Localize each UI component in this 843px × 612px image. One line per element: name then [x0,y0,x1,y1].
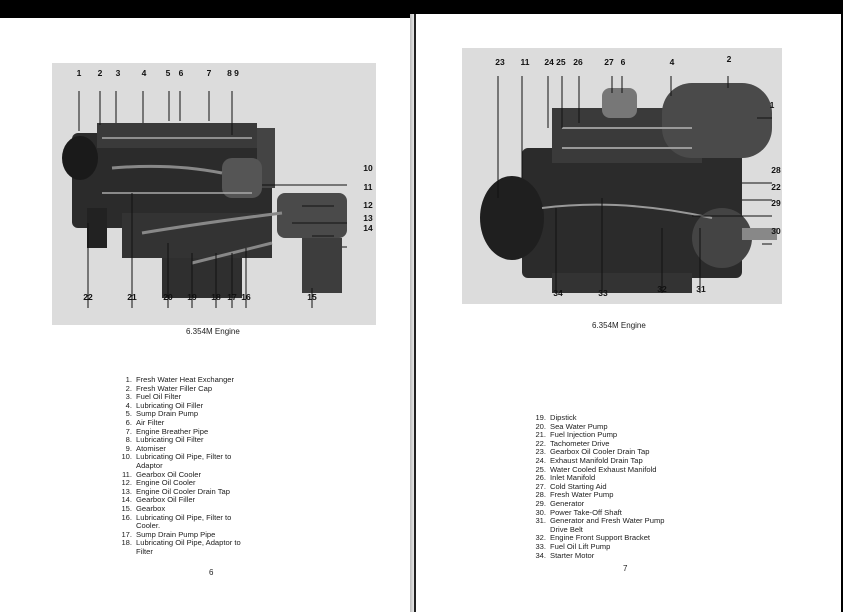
legend-item-label: Lubricating Oil Pipe, Filter to [136,452,232,462]
legend-item-label: Sump Drain Pump Pipe [136,529,216,539]
legend-item-number: 2. [125,383,132,393]
legend-item-label: Engine Breather Pipe [136,426,209,436]
callout-16: 16 [241,292,251,302]
page-number: 6 [209,568,214,577]
legend-item-number: 22. [535,438,546,448]
legend-item-label: Gearbox Oil Cooler Drain Tap [550,447,650,457]
parts-legend [116,376,241,556]
callout-6: 6 [620,57,626,67]
figure-caption: 6.354M Engine [186,327,240,336]
legend-item-number: 16. [121,512,132,522]
legend-item-label: Sea Water Pump [550,421,608,431]
callout-20: 20 [163,292,173,302]
callout-1: 1 [76,68,82,78]
left-page [0,18,418,612]
legend-item-number: 21. [535,430,546,440]
legend-item-label: Lubricating Oil Filter [136,435,204,445]
legend-item-label: Tachometer Drive [550,438,610,448]
callout-32: 32 [657,284,667,294]
legend-item-label: Adaptor [136,460,163,470]
callout-1: 1 [769,100,775,110]
callout-30: 30 [771,226,781,236]
callout-23: 23 [495,57,505,67]
legend-item-label: Lubricating Oil Pipe, Adaptor to [136,538,241,548]
callout-28: 28 [771,165,781,175]
callout-27: 27 [604,57,614,67]
callout-14: 14 [363,223,373,233]
legend-item-number: 17. [121,529,132,539]
callout-15: 15 [307,292,317,302]
legend-item-number: 31. [535,516,546,526]
callout-2: 2 [726,54,732,64]
callout-8-9: 8 9 [227,68,239,78]
legend-item-label: Filter [136,546,153,556]
legend-item-number: 7. [125,426,132,436]
callout-3: 3 [115,68,121,78]
figure-caption: 6.354M Engine [592,321,646,330]
legend-item-label: Inlet Manifold [550,473,596,483]
callout-4: 4 [141,68,147,78]
callout-12: 12 [363,200,373,210]
legend-item-number: 29. [535,498,546,508]
legend-item [116,539,241,548]
legend-item-label: Engine Oil Cooler Drain Tap [136,486,230,496]
page-number: 7 [623,564,628,573]
legend-item-label: Fresh Water Filler Cap [136,383,213,393]
engine-photo-front-view [462,48,782,304]
callout-24-25: 24 25 [544,57,566,67]
legend-item-label: Starter Motor [550,550,595,560]
legend-item-number: 4. [125,400,132,410]
legend-item-label: Lubricating Oil Pipe, Filter to [136,512,232,522]
callout-31: 31 [696,284,706,294]
legend-item-number: 5. [125,409,132,419]
right-page [414,14,841,612]
legend-item-label: Fresh Water Heat Exchanger [136,375,235,384]
legend-item-label: Dipstick [550,413,577,422]
legend-item-label: Cooler. [136,521,161,531]
legend-item-label: Air Filter [136,417,165,427]
legend-item-number: 23. [535,447,546,457]
callout-5: 5 [165,68,171,78]
callout-7: 7 [206,68,212,78]
engine-photo-side-view [52,63,376,325]
callout-26: 26 [573,57,583,67]
legend-item [116,496,241,505]
legend-item-number: 13. [121,486,132,496]
legend-item-label: Fuel Oil Filter [136,392,182,402]
legend-item [530,552,665,561]
legend-item-label: Gearbox Oil Cooler [136,469,201,479]
legend-item-number: 28. [535,490,546,500]
callout-19: 19 [187,292,197,302]
legend-item-label: Generator and Fresh Water Pump [550,516,665,526]
legend-item-number: 3. [125,392,132,402]
callout-22: 22 [771,182,781,192]
legend-item-label: Gearbox Oil Filler [136,495,196,505]
legend-item-number: 20. [535,421,546,431]
legend-item-label: Cold Starting Aid [550,481,607,491]
legend-item-label: Drive Belt [550,524,583,534]
legend-item-label: Water Cooled Exhaust Manifold [550,464,657,474]
callout-6: 6 [178,68,184,78]
engine-illustration [462,48,782,304]
callout-29: 29 [771,198,781,208]
legend-item-label: Lubricating Oil Filler [136,400,204,410]
legend-item [116,436,241,445]
callout-33: 33 [598,288,608,298]
legend-item-label: Fuel Injection Pump [550,430,618,440]
legend-item-number: 30. [535,507,546,517]
callout-34: 34 [553,288,563,298]
callout-2: 2 [97,68,103,78]
legend-item-number: 26. [535,473,546,483]
legend-item-label: Atomiser [136,443,166,453]
legend-item-number: 8. [125,435,132,445]
legend-item-number: 33. [535,541,546,551]
legend-item-number: 9. [125,443,132,453]
legend-item-number: 1. [125,375,132,384]
legend-item-number: 6. [125,417,132,427]
parts-legend [530,414,665,560]
legend-item-number: 32. [535,533,546,543]
engine-illustration [52,63,376,325]
legend-item-label: Gearbox [136,503,166,513]
legend-item [116,548,241,557]
legend-item-label: Fresh Water Pump [550,490,614,500]
legend-item-label: Exhaust Manifold Drain Tap [550,455,643,465]
callout-18: 18 [211,292,221,302]
legend-item-number: 10. [121,452,132,462]
legend-item-label: Sump Drain Pump [136,409,199,419]
callout-11: 11 [363,182,373,192]
callout-17: 17 [227,292,237,302]
legend-item-label: Power Take-Off Shaft [550,507,622,517]
legend-item-label: Engine Front Support Bracket [550,533,651,543]
callout-13: 13 [363,213,373,223]
legend-item-number: 15. [121,503,132,513]
legend-item-number: 11. [122,469,132,479]
callout-22: 22 [83,292,93,302]
legend-item-label: Generator [550,498,585,508]
legend-item [116,453,241,462]
legend-item-number: 18. [121,538,132,548]
legend-item-number: 12. [121,478,132,488]
legend-item-number: 14. [121,495,132,505]
legend-item-number: 19. [535,413,546,422]
legend-item-label: Engine Oil Cooler [136,478,196,488]
legend-item [116,410,241,419]
legend-item-number: 27. [535,481,546,491]
legend-item-number: 25. [535,464,546,474]
legend-item-number: 34. [535,550,546,560]
callout-11: 11 [520,57,530,67]
legend-item-number: 24. [535,455,546,465]
callout-4: 4 [669,57,675,67]
legend-item-label: Fuel Oil Lift Pump [550,541,611,551]
legend-item [116,514,241,523]
callout-10: 10 [363,163,373,173]
callout-21: 21 [127,292,137,302]
legend-item-number [116,548,132,557]
